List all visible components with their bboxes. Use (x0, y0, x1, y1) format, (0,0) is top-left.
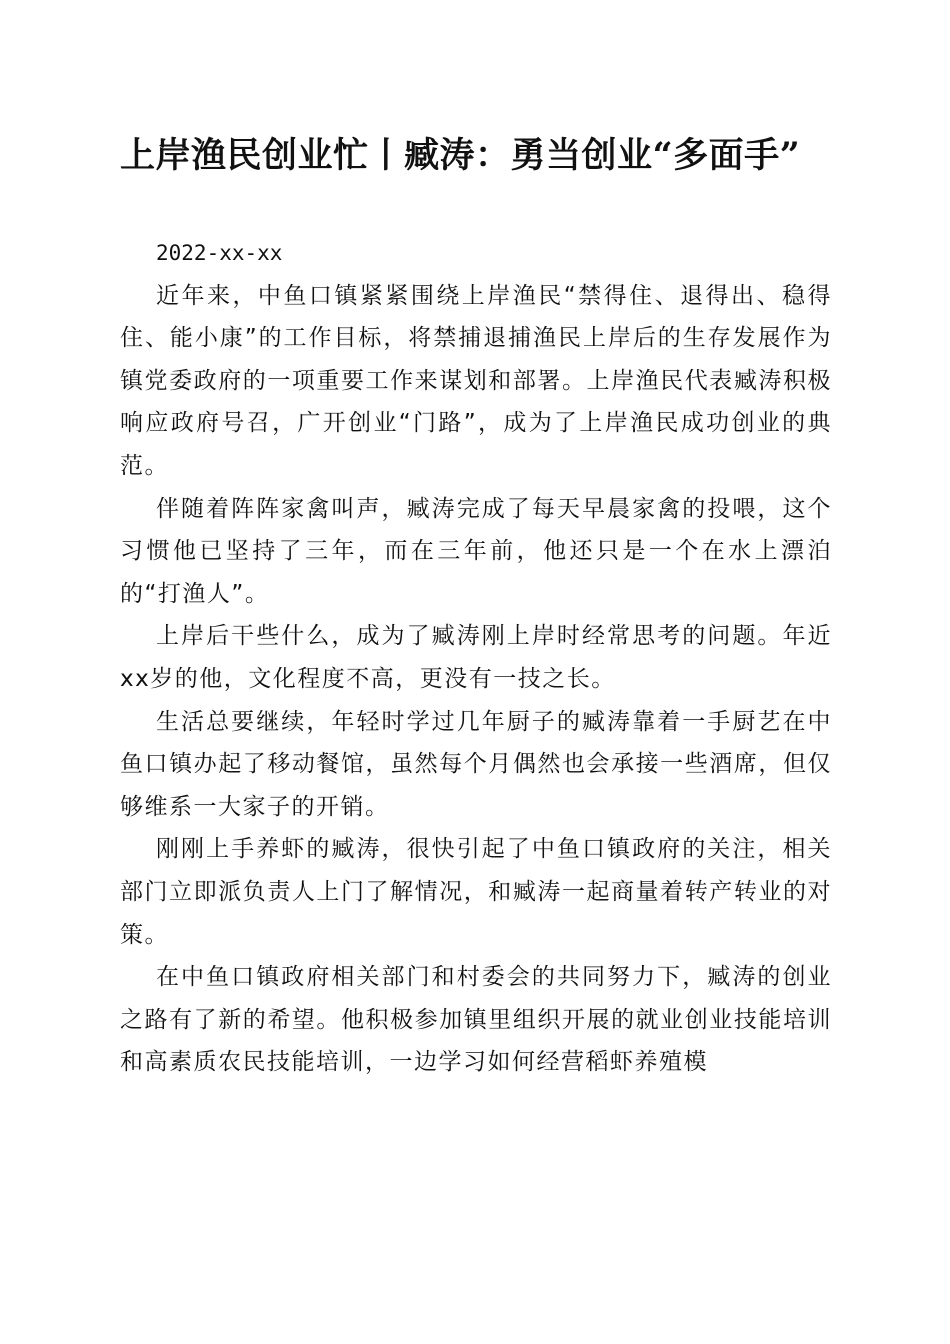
paragraph-2: 伴随着阵阵家禽叫声，臧涛完成了每天早晨家禽的投喂，这个习惯他已坚持了三年，而在三年前，他还只是一个在水上漂泊的“打渔人”。 (120, 495, 832, 607)
paragraph-4: 生活总要继续，年轻时学过几年厨子的臧涛靠着一手厨艺在中鱼口镇办起了移动餐馆，虽然每个月偶然也会承接一些酒席，但仅够维系一大家子的开销。 (120, 708, 832, 820)
paragraph-5: 刚刚上手养虾的臧涛，很快引起了中鱼口镇政府的关注，相关部门立即派负责人上门了解情况，和臧涛一起商量着转产转业的对策。 (120, 836, 832, 948)
document-date: 2022-xx-xx (156, 241, 283, 265)
paragraph-6: 在中鱼口镇政府相关部门和村委会的共同努力下，臧涛的创业之路有了新的希望。他积极参加镇里组织开展的就业创业技能培训和高素质农民技能培训，一边学习如何经营稻虾养殖模 (120, 964, 832, 1076)
paragraph-3: 上岸后干些什么，成为了臧涛刚上岸时经常思考的问题。年近xx岁的他，文化程度不高，更没有一技之长。 (120, 623, 832, 692)
document-body (120, 232, 832, 1084)
paragraph-1: 近年来，中鱼口镇紧紧围绕上岸渔民“禁得住、退得出、稳得住、能小康”的工作目标，将禁捕退捕渔民上岸后的生存发展作为镇党委政府的一项重要工作来谋划和部署。上岸渔民代表臧涛积极响应政府号召，广开创业“门路”，成为了上岸渔民成功创业的典范。 (120, 282, 832, 479)
document-title: 上岸渔民创业忙丨臧涛：勇当创业“多面手” (120, 135, 801, 176)
